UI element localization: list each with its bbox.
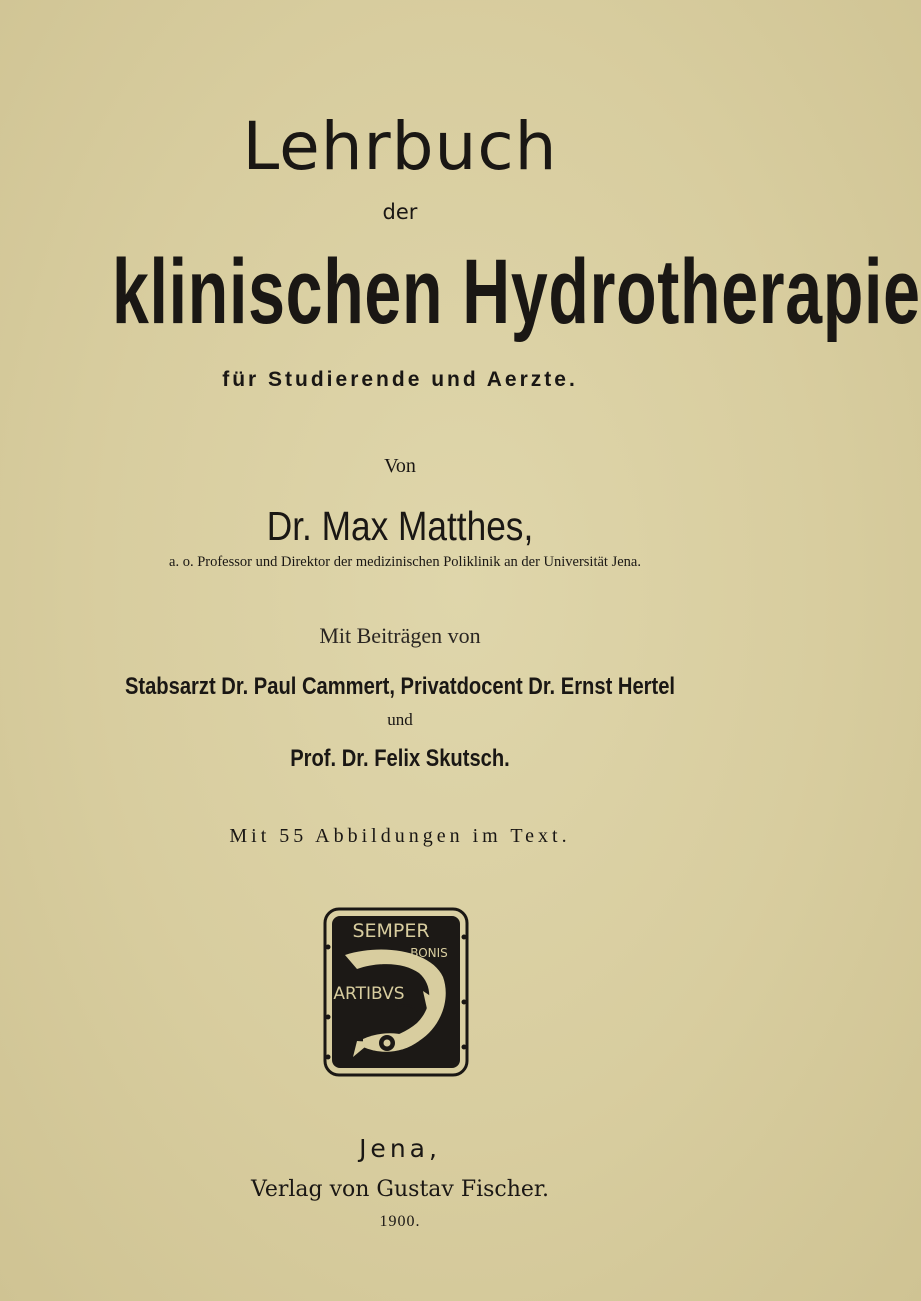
emblem-text-3: ARTIBVS — [333, 984, 405, 1004]
imprint-city: Jena, — [359, 1134, 441, 1163]
contributors-line-1: Stabsarzt Dr. Paul Cammert, Privatdocent Dr. Ernst Hertel — [124, 673, 676, 700]
contributors-line-2: Prof. Dr. Felix Skutsch. — [290, 745, 510, 772]
illustrations-note: Mit 55 Abbildungen im Text. — [229, 825, 571, 847]
by-label: Von — [384, 455, 416, 477]
main-title: klinischen Hydrotherapie — [112, 241, 921, 343]
author-name: Dr. Max Matthes, — [266, 503, 534, 549]
emblem-text-1: SEMPER — [352, 920, 430, 942]
title-der: der — [382, 200, 418, 224]
subtitle: für Studierende und Aerzte. — [222, 368, 578, 391]
author-role: a. o. Professor und Direktor der medizinischen Poliklinik an der Universität Jena. — [169, 554, 641, 570]
emblem-text-2: BONIS — [410, 946, 448, 960]
imprint-year: 1900. — [379, 1213, 421, 1230]
and-label: und — [387, 710, 413, 729]
publisher-emblem-fish-icon — [323, 907, 469, 1077]
contributions-label: Mit Beiträgen von — [319, 623, 481, 648]
title-lehrbuch: Lehrbuch — [242, 108, 558, 185]
imprint-publisher: Verlag von Gustav Fischer. — [250, 1177, 550, 1202]
